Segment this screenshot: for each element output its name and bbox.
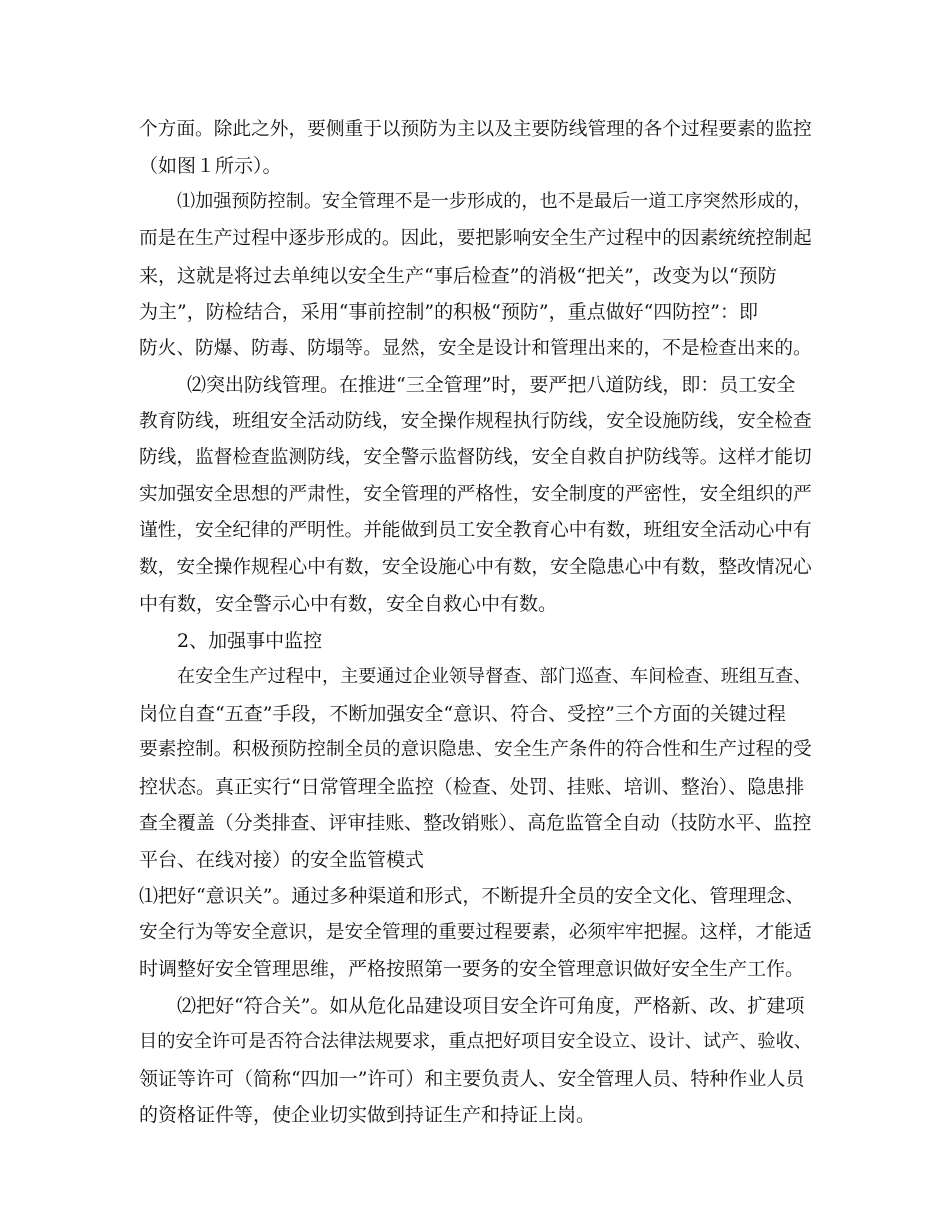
text-line: 平台、在线对接）的安全监管模式 (139, 849, 425, 871)
text-line: 时调整好安全管理思维，严格按照第一要务的安全管理意识做好安全生产工作。 (139, 958, 805, 980)
text-line: 在安全生产过程中，主要通过企业领导督查、部门巡查、车间检查、班组互查、 (177, 666, 812, 687)
text-line: 控状态。真正实行“日常管理全监控（检查、处罚、挂账、培训、整治）、隐患排 (139, 776, 805, 798)
text-line: 中有数，安全警示心中有数，安全自救心中有数。 (139, 593, 558, 615)
text-line: 目的安全许可是否符合法律法规要求，重点把好项目安全设立、设计、试产、验收、 (139, 1031, 812, 1052)
text-line: ⑴把好“意识关”。通过多种渠道和形式，不断提升全员的安全文化、管理理念、 (139, 885, 805, 907)
text-line: 为主”，防检结合，采用“事前控制”的积极“预防”，重点做好“四防控”：即 (139, 301, 758, 323)
text-line: 安全行为等安全意识，是安全管理的重要过程要素，必须牢牢把握。这样，才能适 (139, 922, 812, 943)
text-line: 领证等许可（简称“四加一”许可）和主要负责人、安全管理人员、特种作业人员 (139, 1068, 805, 1090)
text-line: 防火、防爆、防毒、防塌等。显然，安全是设计和管理出来的，不是检查出来的。 (139, 338, 812, 359)
text-line: ⑵突出防线管理。在推进“三全管理”时，要严把八道防线，即：员工安全 (187, 374, 796, 396)
text-line: 防线，监督检查监测防线，安全警示监督防线，安全自救自护防线等。这样才能切 (139, 447, 812, 468)
text-line: 查全覆盖（分类排查、评审挂账、整改销账）、高危监管全自动（技防水平、监控 (139, 812, 812, 834)
text-line: 个方面。除此之外，要侧重于以预防为主以及主要防线管理的各个过程要素的监控 (139, 119, 812, 140)
text-line: 数，安全操作规程心中有数，安全设施心中有数，安全隐患心中有数，整改情况心 (139, 557, 812, 578)
text-line: （如图１所示）。 (139, 155, 282, 177)
section-heading: 2、加强事中监控 (177, 630, 323, 652)
text-line: 实加强安全思想的严肃性，安全管理的严格性，安全制度的严密性，安全组织的严 (139, 484, 812, 505)
text-line: 来，这就是将过去单纯以安全生产“事后检查”的消极“把关”，改变为以“预防 (139, 265, 777, 287)
text-line: 要素控制。积极预防控制全员的意识隐患、安全生产条件的符合性和生产过程的受 (139, 739, 812, 760)
text-line: 而是在生产过程中逐步形成的。因此，要把影响安全生产过程中的因素统统控制起 (139, 228, 812, 249)
text-line: 教育防线，班组安全活动防线，安全操作规程执行防线，安全设施防线，安全检查 (139, 411, 812, 432)
text-line: 岗位自查“五查”手段，不断加强安全“意识、符合、受控”三个方面的关键过程 (139, 703, 786, 725)
text-line: ⑴加强预防控制。安全管理不是一步形成的，也不是最后一道工序突然形成的， (177, 191, 812, 212)
text-line: 的资格证件等，使企业切实做到持证生产和持证上岗。 (139, 1104, 596, 1126)
text-line: ⑵把好“符合关”。如从危化品建设项目安全许可角度，严格新、改、扩建项 (177, 995, 805, 1017)
text-line: 谨性，安全纪律的严明性。并能做到员工安全教育心中有数，班组安全活动心中有 (139, 520, 812, 541)
